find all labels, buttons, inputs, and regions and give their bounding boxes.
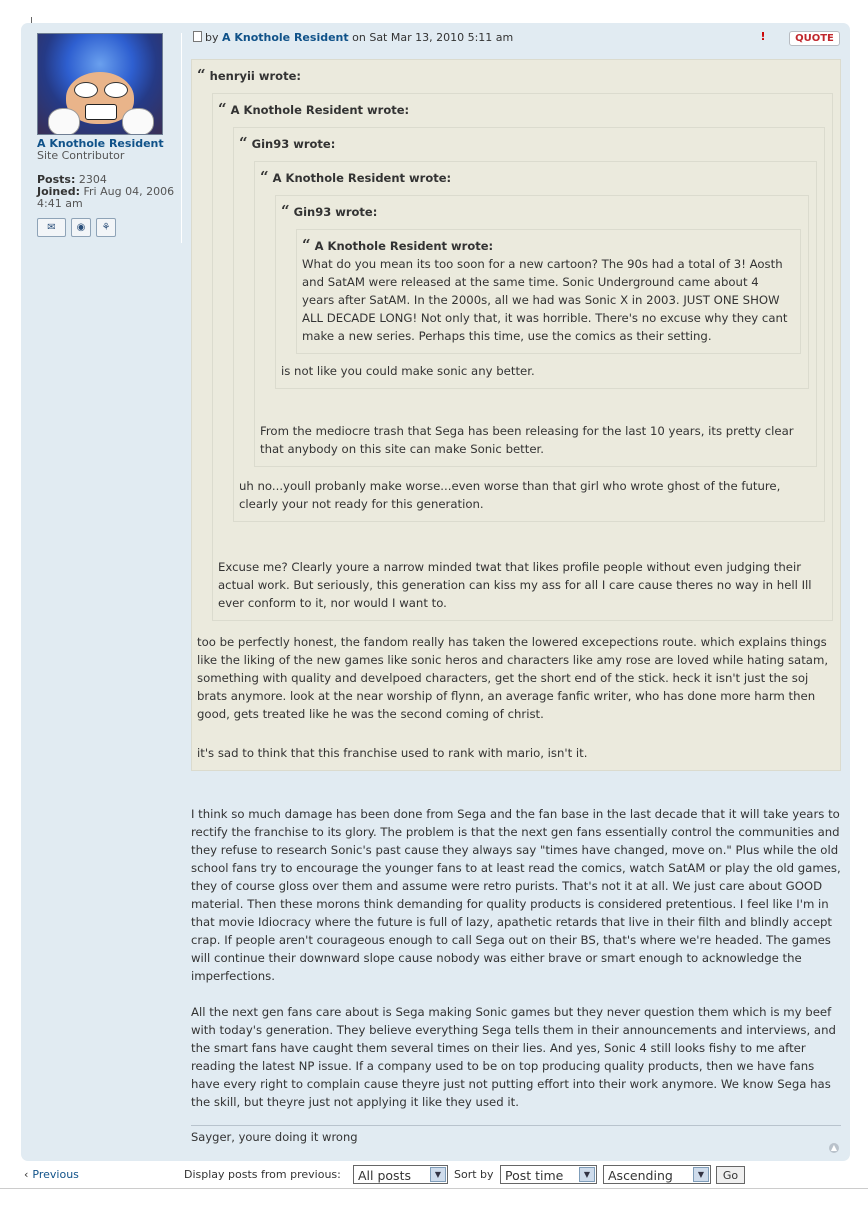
- avatar-eye-left: [74, 82, 98, 98]
- sort-by-label: Sort by: [454, 1168, 494, 1181]
- quote-knothole-1: [212, 93, 833, 621]
- quote-spacer: [218, 530, 825, 558]
- chevron-down-icon[interactable]: ▼: [693, 1167, 709, 1182]
- quote-text: it's sad to think that this franchise used to rank with mario, isn't it.: [197, 746, 588, 760]
- profile-stats: [37, 174, 181, 210]
- quote-cite-text: A Knothole Resident wrote:: [314, 239, 494, 253]
- chevron-down-icon[interactable]: ▼: [579, 1167, 595, 1182]
- icq-icon[interactable]: ⚘: [96, 218, 116, 237]
- avatar-mouth: [85, 104, 117, 120]
- previous-label: Previous: [32, 1168, 79, 1181]
- quote-knothole-2: [254, 161, 817, 467]
- previous-link[interactable]: [24, 1168, 79, 1181]
- quote-text: From the mediocre trash that Sega has been releasing for the last 10 years, its pretty clear that anybody on this site can make Sonic better.: [260, 424, 794, 456]
- quote-cite-text: Gin93 wrote:: [293, 205, 378, 219]
- quote-cite-text: Gin93 wrote:: [251, 137, 336, 151]
- quote-mark-icon: “: [197, 66, 206, 84]
- post-content: [191, 59, 841, 1111]
- quote-knothole-3: [296, 229, 801, 354]
- post-profile: [37, 33, 182, 243]
- quote-gin93-2: [275, 195, 809, 389]
- avatar-hand-left: [48, 108, 80, 135]
- post-body: [191, 805, 841, 1111]
- quote-text: What do you mean its too soon for a new cartoon? The 90s had a total of 3! Aosth and SatAM were released at the same time. Sonic Underground came about 4 years after SatAM. In the 2000s, all we had was Sonic X in 2003. JUST ONE SHOW ALL DECADE LONG! Not only that, it was horrible. There's no excuse why they cant make a new series. Perhaps this time, use the comics as their setting.: [302, 257, 788, 343]
- report-icon[interactable]: !: [760, 30, 766, 43]
- user-avatar[interactable]: [37, 33, 163, 135]
- body-paragraph: All the next gen fans care about is Sega making Sonic games but they never question them which is my beef with today's generation. They believe everything Sega tells them in their announcements and interviews, and the smart fans have caught them several times on their lies. And yes, Sonic 4 still looks fishy to me after reading the latest NP issue. If a company used to be on top producing quality products, then we have fans have every right to complain cause theyre just not putting effort into their work anymore. We know Sega has the skill, but theyre just not applying it like they used it.: [191, 1005, 836, 1109]
- quote-mark-icon: “: [239, 134, 248, 152]
- quote-button-label: QUOTE: [795, 33, 834, 44]
- quote-text: uh no...youll probanly make worse...even worse than that girl who wrote ghost of the future, clearly your not ready for this generation.: [239, 479, 781, 511]
- author-by: by: [205, 31, 219, 44]
- display-posts-select[interactable]: [353, 1165, 448, 1184]
- website-icon[interactable]: ◉: [71, 218, 91, 237]
- quote-cite-text: A Knothole Resident wrote:: [230, 103, 410, 117]
- quote-cite: [281, 202, 801, 221]
- profile-rank: Site Contributor: [37, 149, 125, 162]
- quote-mark-icon: “: [302, 236, 311, 254]
- author-link[interactable]: A Knothole Resident: [222, 31, 349, 44]
- quote-cite: [197, 66, 833, 85]
- quote-cite: [218, 100, 825, 119]
- post-icon[interactable]: [193, 31, 202, 42]
- quote-cite-text: henryii wrote:: [209, 69, 301, 83]
- quote-mark-icon: “: [260, 168, 269, 186]
- avatar-hand-right: [122, 108, 154, 135]
- go-button[interactable]: Go: [716, 1166, 745, 1184]
- quote-button[interactable]: [789, 31, 840, 46]
- display-posts-value: All posts: [358, 1168, 411, 1183]
- previous-arrow-icon: ‹: [24, 1168, 29, 1181]
- quote-henryii: [191, 59, 841, 771]
- post-date: on Sat Mar 13, 2010 5:11 am: [352, 31, 514, 44]
- quote-cite-text: A Knothole Resident wrote:: [272, 171, 452, 185]
- posts-count: 2304: [78, 173, 107, 186]
- topic-actions-bar: [0, 1164, 868, 1188]
- profile-contact-icons: [37, 218, 181, 237]
- quote-text: is not like you could make sonic any better.: [281, 364, 535, 378]
- quote-text: too be perfectly honest, the fandom really has taken the lowered excepections route. which explains things like the liking of the new games like sonic heros and characters like amy rose are loved while hating satam, something with quality and develpoed characters, get the short end of the stick. heck it isn't just the soj brats anymore. look at the near worship of flynn, an average fanfic writer, who has done more harm then good, gets treated like he was the second coming of christ.: [197, 635, 829, 721]
- quote-cite: [239, 134, 817, 153]
- footer-divider: [0, 1188, 868, 1189]
- quote-spacer: [260, 397, 809, 422]
- pm-icon[interactable]: ✉: [37, 218, 66, 237]
- joined-date: Fri Aug 04, 2006 4:41 am: [37, 185, 175, 210]
- display-posts-label: Display posts from previous:: [184, 1168, 341, 1181]
- sort-order-select[interactable]: [603, 1165, 711, 1184]
- sort-by-value: Post time: [505, 1168, 564, 1183]
- quote-cite: [260, 168, 809, 187]
- profile-username[interactable]: A Knothole Resident: [37, 137, 164, 150]
- sort-order-value: Ascending: [608, 1168, 673, 1183]
- sort-by-select[interactable]: [500, 1165, 597, 1184]
- signature: Sayger, youre doing it wrong: [191, 1125, 841, 1144]
- avatar-eye-right: [104, 82, 128, 98]
- back-to-top-icon[interactable]: ▲: [830, 1143, 838, 1152]
- quote-gin93-1: [233, 127, 825, 522]
- quote-cite: [302, 236, 793, 255]
- quote-text: Excuse me? Clearly youre a narrow minded twat that likes profile people without even judging their actual work. But seriously, this generation can kiss my ass for all I care cause theres no way in hell Ill ever conform to it, nor would I want to.: [218, 560, 812, 610]
- chevron-down-icon[interactable]: ▼: [430, 1167, 446, 1182]
- body-paragraph: I think so much damage has been done from Sega and the fan base in the last decade that it will take years to rectify the franchise to its glory. The problem is that the next gen fans essentially control the communities and they refuse to research Sonic's past cause they always say "times have changed, move on." Plus while the old school fans try to encourage the younger fans to at least read the comics, watch SatAM or play the old games, they of course gloss over them and assume were retro purists. That's not it at all. We just care about GOOD material. Then these morons think demanding for quality products is considered pretentious. I feel like I'm in that movie Idiocracy where the future is full of lazy, apathetic retards that live in their filth and blindly accept crap. If people aren't courageous enough to call Sega out on their BS, that's where we're headed. The games will continue their downward slope cause nobody was either brave or smart enough to acknowledge the imperfections.: [191, 807, 841, 983]
- quote-mark-icon: “: [218, 100, 227, 118]
- post-author-line: [193, 31, 513, 44]
- posts-label: Posts:: [37, 173, 76, 186]
- joined-label: Joined:: [37, 185, 80, 198]
- forum-post: [21, 23, 850, 1161]
- quote-mark-icon: “: [281, 202, 290, 220]
